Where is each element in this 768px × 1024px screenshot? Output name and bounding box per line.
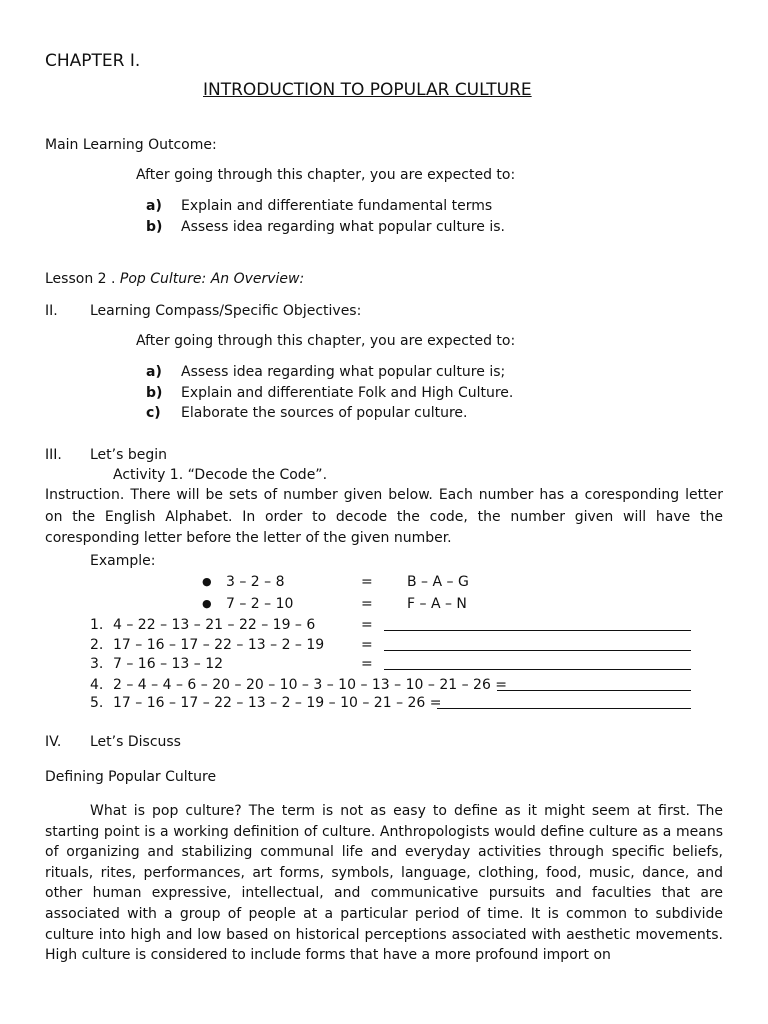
- list-item-label: c): [146, 405, 161, 421]
- section-numeral: IV.: [45, 734, 62, 750]
- bullet-icon: ●: [202, 575, 212, 588]
- question-code: 4 – 22 – 13 – 21 – 22 – 19 – 6: [113, 617, 316, 633]
- main-outcome-intro: After going through this chapter, you are expected to:: [136, 167, 516, 183]
- example-code: 3 – 2 – 8: [226, 574, 285, 590]
- answer-blank[interactable]: [384, 655, 691, 670]
- bullet-icon: ●: [202, 597, 212, 610]
- activity-title: Activity 1. “Decode the Code”.: [113, 467, 328, 483]
- question-equals: =: [361, 617, 373, 633]
- section-heading: Let’s Discuss: [90, 734, 181, 750]
- example-answer: B – A – G: [407, 574, 469, 590]
- subheading: Defining Popular Culture: [45, 769, 217, 785]
- list-item: Assess idea regarding what popular culture is;: [181, 364, 506, 380]
- list-item: Elaborate the sources of popular culture.: [181, 405, 468, 421]
- lesson-name: Pop Culture: An Overview:: [119, 271, 305, 287]
- page-title: INTRODUCTION TO POPULAR CULTURE: [203, 80, 532, 100]
- instruction-paragraph: Instruction. There will be sets of number given below. Each number has a coresponding letter on the English Alphabet. In order to decode the code, the number given will have the coresponding letter before the letter of the given number.: [45, 487, 723, 546]
- lesson-title: [45, 270, 304, 288]
- question-equals: =: [361, 656, 373, 672]
- question-number: 3.: [90, 656, 104, 672]
- section-numeral: III.: [45, 447, 62, 463]
- question-number: 2.: [90, 637, 104, 653]
- list-item-label: b): [146, 219, 163, 235]
- question-code: 7 – 16 – 13 – 12: [113, 656, 224, 672]
- example-equals: =: [361, 596, 373, 612]
- answer-blank[interactable]: [497, 676, 691, 691]
- section-heading: Let’s begin: [90, 447, 167, 463]
- question-number: 5.: [90, 695, 104, 711]
- example-equals: =: [361, 574, 373, 590]
- question-code: 17 – 16 – 17 – 22 – 13 – 2 – 19: [113, 637, 325, 653]
- list-item: Assess idea regarding what popular culture is.: [181, 219, 505, 235]
- section-numeral: II.: [45, 303, 58, 319]
- section-intro: After going through this chapter, you are expected to:: [136, 333, 516, 349]
- answer-blank[interactable]: [437, 694, 691, 709]
- list-item-label: b): [146, 385, 163, 401]
- question-number: 1.: [90, 617, 104, 633]
- list-item: Explain and differentiate Folk and High Culture.: [181, 385, 514, 401]
- list-item-label: a): [146, 364, 162, 380]
- main-outcome-heading: Main Learning Outcome:: [45, 137, 217, 153]
- example-label: Example:: [90, 553, 156, 569]
- question-equals: =: [361, 637, 373, 653]
- example-answer: F – A – N: [407, 596, 467, 612]
- answer-blank[interactable]: [384, 616, 691, 631]
- question-code: 2 – 4 – 4 – 6 – 20 – 20 – 10 – 3 – 10 – 13 – 10 – 21 – 26 =: [113, 677, 508, 693]
- section-heading: Learning Compass/Specific Objectives:: [90, 303, 362, 319]
- list-item: Explain and differentiate fundamental terms: [181, 198, 493, 214]
- example-code: 7 – 2 – 10: [226, 596, 294, 612]
- question-number: 4.: [90, 677, 104, 693]
- question-code: 17 – 16 – 17 – 22 – 13 – 2 – 19 – 10 – 21 – 26 =: [113, 695, 442, 711]
- lesson-prefix: Lesson 2 .: [45, 271, 120, 287]
- chapter-label: CHAPTER I.: [45, 51, 141, 71]
- list-item-label: a): [146, 198, 162, 214]
- answer-blank[interactable]: [384, 636, 691, 651]
- body-paragraph: What is pop culture? The term is not as easy to define as it might seem at first. The starting point is a working definition of culture. Anthropologists would define culture as a means of organizing and stabilizing communal life and everyday activities through specific beliefs, rituals, rites, performances, art forms, symbols, language, clothing, food, music, dance, and other human expressive, intellectual, and communicative pursuits and faculties that are associated with a group of people at a particular period of time. It is common to subdivide culture into high and low based on historical perceptions associated with aesthetic movements. High culture is considered to include forms that have a more profound import on: [45, 803, 723, 964]
